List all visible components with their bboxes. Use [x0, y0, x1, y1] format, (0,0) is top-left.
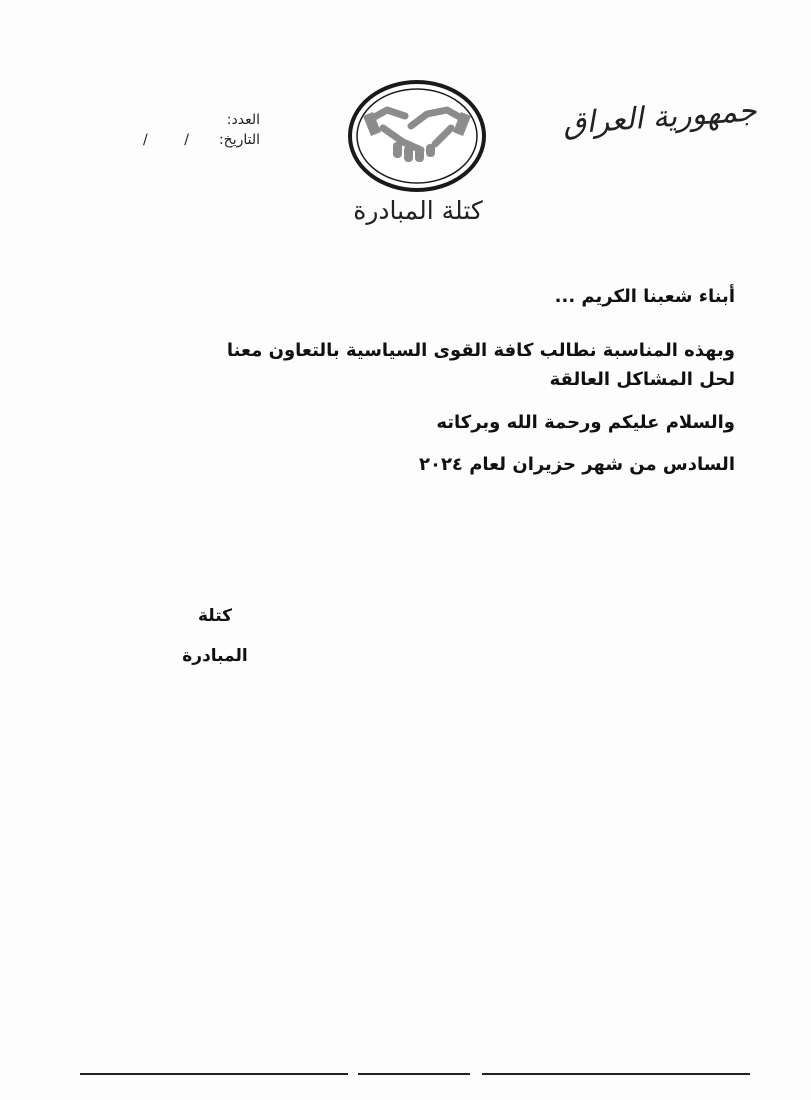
footer-rule-middle [358, 1073, 470, 1075]
date-label: التاريخ: [218, 132, 260, 148]
main-line-1: وبهذه المناسبة نطالب كافة القوى السياسية بالتعاون معنا [226, 340, 735, 361]
footer-rule-right [482, 1073, 750, 1075]
main-paragraph [75, 336, 735, 394]
signature-line-1: كتلة [197, 606, 233, 626]
date-row [143, 130, 260, 150]
signature-line-2: المبادرة [182, 646, 248, 666]
handshake-icon [347, 80, 487, 192]
date-slashes: / / [143, 132, 205, 148]
letter-body [75, 280, 735, 480]
closing-greeting: والسلام عليكم ورحمة الله وبركاته [436, 412, 735, 433]
footer-rule-left [80, 1073, 348, 1075]
signature-block [160, 596, 270, 676]
bloc-name: كتلة المبادرة [353, 196, 483, 225]
main-line-2: لحل المشاكل العالقة [549, 369, 735, 390]
date-line: السادس من شهر حزيران لعام ٢٠٢٤ [418, 454, 735, 475]
republic-heading: جمهورية العراق [561, 93, 758, 142]
greeting-line: أبناء شعبنا الكريم ... [554, 286, 735, 307]
number-label: العدد: [226, 112, 260, 128]
reference-block [143, 110, 260, 150]
